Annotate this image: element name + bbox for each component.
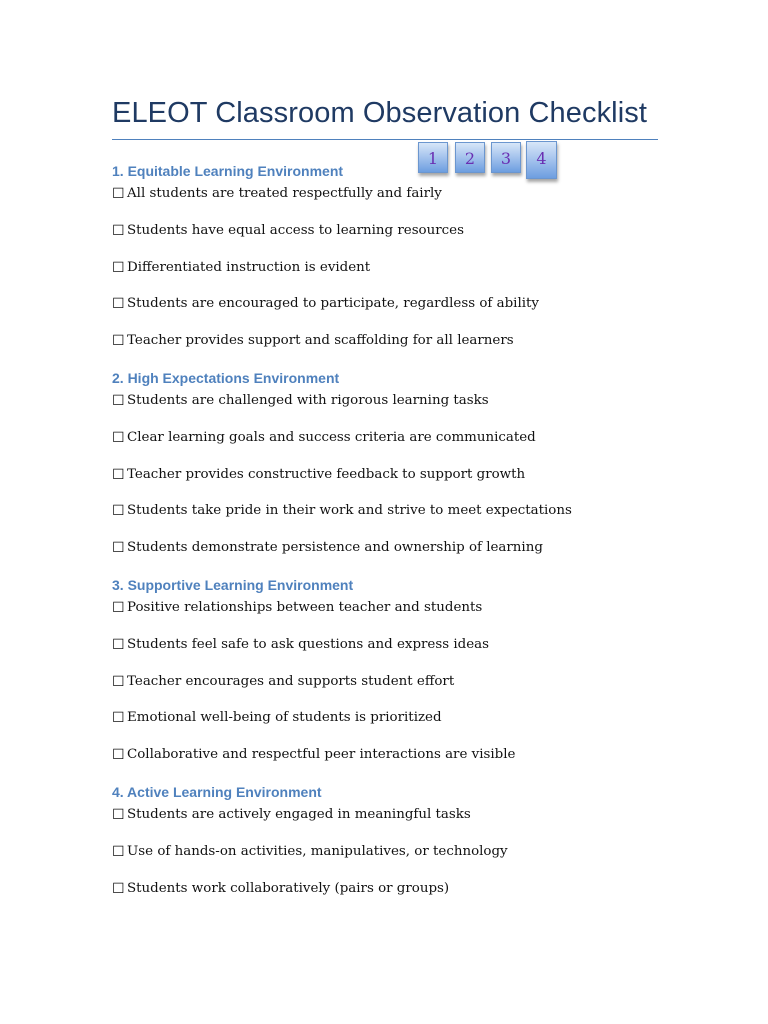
rating-box-1[interactable]: 1: [418, 142, 448, 173]
checklist-item[interactable]: [112, 744, 672, 781]
checklist-item[interactable]: [112, 634, 672, 671]
checkbox-icon[interactable]: ☐: [112, 673, 125, 690]
checklist-item-label: Differentiated instruction is evident: [127, 259, 371, 275]
rating-box-4[interactable]: 4: [526, 141, 557, 179]
section-supportive-learning: [112, 573, 672, 781]
section-high-expectations: [112, 366, 672, 574]
checklist-item[interactable]: [112, 500, 672, 537]
section-heading: 4. Active Learning Environment: [112, 784, 322, 800]
checkbox-icon[interactable]: ☐: [112, 466, 125, 483]
checklist-item[interactable]: [112, 427, 672, 464]
section-heading: 3. Supportive Learning Environment: [112, 577, 354, 593]
checkbox-icon[interactable]: ☐: [112, 296, 125, 313]
checklist-item-label: Use of hands-on activities, manipulatives, or technology: [127, 843, 508, 859]
checkbox-icon[interactable]: ☐: [112, 186, 125, 202]
checklist-item[interactable]: [112, 597, 672, 634]
checkbox-icon[interactable]: ☐: [112, 429, 125, 446]
checkbox-icon[interactable]: ☐: [112, 636, 125, 653]
checklist-item-label: Teacher provides constructive feedback to support growth: [127, 466, 526, 482]
checklist-item-label: Emotional well-being of students is prioritized: [127, 710, 442, 726]
checkbox-icon[interactable]: ☐: [112, 843, 125, 860]
checklist-item[interactable]: [112, 841, 672, 878]
checklist-item[interactable]: [112, 707, 672, 744]
checkbox-icon[interactable]: ☐: [112, 222, 125, 239]
checkbox-icon[interactable]: ☐: [112, 393, 125, 409]
rating-box-3[interactable]: 3: [491, 142, 521, 173]
checklist-item[interactable]: [112, 257, 672, 294]
checklist-item[interactable]: [112, 183, 672, 220]
checkbox-icon[interactable]: ☐: [112, 747, 125, 764]
rating-box-2[interactable]: 2: [455, 142, 485, 173]
checkbox-icon[interactable]: ☐: [112, 503, 125, 520]
checklist-item-label: Students work collaboratively (pairs or groups): [127, 880, 450, 896]
page-title: ELEOT Classroom Observation Checklist: [112, 97, 648, 129]
checkbox-icon[interactable]: ☐: [112, 540, 125, 557]
checklist-item-label: Collaborative and respectful peer interactions are visible: [127, 747, 516, 763]
checklist-item-label: Students have equal access to learning resources: [127, 222, 464, 238]
section-equitable-learning: [112, 159, 672, 367]
section-heading: 1. Equitable Learning Environment: [112, 163, 344, 179]
checklist-item-label: Students feel safe to ask questions and express ideas: [127, 636, 489, 652]
checklist-item[interactable]: [112, 804, 672, 841]
checklist-item[interactable]: [112, 330, 672, 367]
checkbox-icon[interactable]: ☐: [112, 600, 125, 616]
checkbox-icon[interactable]: ☐: [112, 710, 125, 727]
section-heading: 2. High Expectations Environment: [112, 370, 340, 386]
checkbox-icon[interactable]: ☐: [112, 807, 125, 823]
checklist-item-label: Students demonstrate persistence and ownership of learning: [127, 540, 543, 556]
title-divider: [112, 139, 658, 140]
checklist-item-label: Students take pride in their work and strive to meet expectations: [127, 503, 572, 519]
checklist-item[interactable]: [112, 537, 672, 574]
checklist-item-label: Teacher encourages and supports student effort: [127, 673, 455, 689]
checklist-item-label: Clear learning goals and success criteria are communicated: [127, 429, 536, 445]
checklist-item[interactable]: [112, 671, 672, 708]
checkbox-icon[interactable]: ☐: [112, 880, 125, 897]
checklist-item-label: All students are treated respectfully and fairly: [127, 186, 442, 201]
checklist-item-label: Positive relationships between teacher and students: [127, 600, 483, 615]
checklist-item[interactable]: [112, 220, 672, 257]
checklist-item-label: Students are encouraged to participate, regardless of ability: [127, 296, 539, 312]
checklist-item-label: Students are actively engaged in meaningful tasks: [127, 807, 471, 822]
checkbox-icon[interactable]: ☐: [112, 333, 125, 350]
checklist-item[interactable]: [112, 390, 672, 427]
checklist-item-label: Students are challenged with rigorous learning tasks: [127, 393, 489, 408]
checklist-item-label: Teacher provides support and scaffolding for all learners: [127, 333, 514, 349]
checklist-item[interactable]: [112, 293, 672, 330]
section-active-learning: [112, 780, 672, 914]
checkbox-icon[interactable]: ☐: [112, 259, 125, 276]
checklist-item[interactable]: [112, 878, 672, 915]
checklist-item[interactable]: [112, 464, 672, 501]
